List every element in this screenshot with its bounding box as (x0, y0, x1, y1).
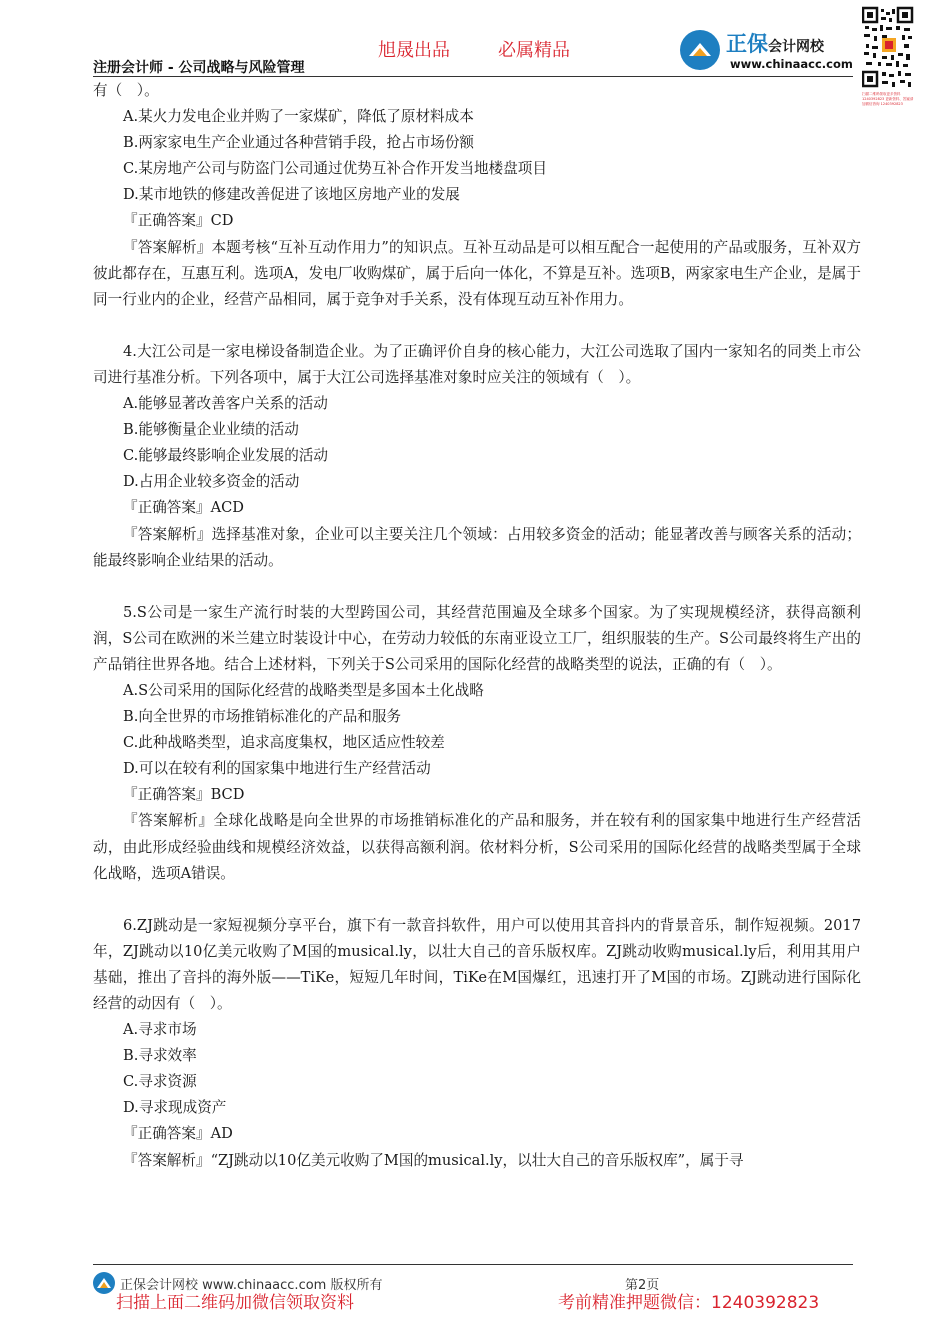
chinaacc-logo (680, 28, 860, 76)
q6-option-c: C.寻求资源 (123, 1073, 197, 1091)
footer-logo-icon (93, 1272, 115, 1294)
footer-copyright: 正保会计网校 www.chinaacc.com 版权所有 (120, 1278, 383, 1293)
header-divider (93, 76, 853, 77)
header-slogan-left: 旭晟出品 (378, 40, 450, 61)
header-subject: 注册会计师 - 公司战略与风险管理 (93, 60, 305, 76)
q4-analysis: 『答案解析』选择基准对象，企业可以主要关注几个领域：占用较多资金的活动；能显著改善与顾客关系的活动；能最终影响企业结果的活动。 (93, 525, 861, 569)
q4-option-a: A.能够显著改善客户关系的活动 (123, 395, 328, 413)
footer-page-number: 第2页 (625, 1278, 660, 1293)
q6-option-a: A.寻求市场 (123, 1021, 197, 1039)
q4-option-b: B.能够衡量企业业绩的活动 (123, 421, 299, 439)
qr-caption: 扫描二维码领取更多资料 1240392823 更新资料、答疑请加微信咨询 1240392823 (862, 92, 914, 106)
logo-emblem-icon (680, 30, 720, 70)
q3-option-b: B.两家家电生产企业通过各种营销手段，抢占市场份额 (123, 134, 475, 152)
q6-stem: 6.ZJ跳动是一家短视频分享平台，旗下有一款音抖软件，用户可以使用其音抖内的背景音乐，制作短视频。2017年，ZJ跳动以10亿美元收购了M国的musical.ly，以壮大自己的音乐版权库。ZJ跳动收购musical.ly后，利用其用户基础，推出了音抖的海外版——TiKe，短短几年时间，TiKe在M国爆红，迅速打开了M国的市场。ZJ跳动进行国际化经营的动因有（ ）。 (93, 916, 861, 1012)
logo-url: www.chinaacc.com (730, 57, 853, 71)
q3-answer: 『正确答案』CD (123, 212, 234, 230)
q3-option-c: C.某房地产公司与防盗门公司通过优势互补合作开发当地楼盘项目 (123, 160, 547, 178)
q6-option-b: B.寻求效率 (123, 1047, 197, 1065)
q5-option-b: B.向全世界的市场推销标准化的产品和服务 (123, 708, 402, 726)
q5-answer: 『正确答案』BCD (123, 786, 245, 804)
spacer (93, 313, 861, 339)
header-slogan-right: 必属精品 (498, 40, 570, 61)
q5-option-c: C.此种战略类型，追求高度集权，地区适应性较差 (123, 734, 445, 752)
q4-option-d: D.占用企业较多资金的活动 (123, 473, 300, 491)
q6-answer: 『正确答案』AD (123, 1125, 233, 1143)
q5-option-a: A.S公司采用的国际化经营的战略类型是多国本土化战略 (123, 681, 484, 699)
spacer (93, 887, 861, 913)
q3-option-a: A.某火力发电企业并购了一家煤矿，降低了原材料成本 (123, 108, 474, 126)
footer-promo-left: 扫描上面二维码加微信领取资料 (116, 1293, 354, 1313)
q5-analysis: 『答案解析』全球化战略是向全世界的市场推销标准化的产品和服务，并在较有利的国家集中地进行生产经营活动，由此形成经验曲线和规模经济效益，以获得高额利润。依材料分析，S公司采用的国际化经营的战略类型属于全球化战略，选项A错误。 (93, 812, 861, 882)
q4-answer: 『正确答案』ACD (123, 499, 244, 517)
footer-promo-right: 考前精准押题微信：1240392823 (558, 1293, 820, 1313)
q6-analysis: 『答案解析』“ZJ跳动以10亿美元收购了M国的musical.ly，以壮大自己的音乐版权库”，属于寻 (123, 1151, 744, 1169)
q5-option-d: D.可以在较有利的国家集中地进行生产经营活动 (123, 760, 431, 778)
q5-stem: 5.S公司是一家生产流行时装的大型跨国公司，其经营范围遍及全球多个国家。为了实现规模经济，获得高额利润，S公司在欧洲的米兰建立时装设计中心，在劳动力较低的东南亚设立工厂，组织服装的生产。S公司最终将生产出的产品销往世界各地。结合上述材料，下列关于S公司采用的国际化经营的战略类型的说法，正确的有（ ）。 (93, 603, 861, 673)
q4-option-c: C.能够最终影响企业发展的活动 (123, 447, 329, 465)
logo-brand: 正保会计网校 (726, 32, 824, 56)
q6-option-d: D.寻求现成资产 (123, 1099, 227, 1117)
footer-divider (93, 1264, 853, 1265)
exam-content (93, 78, 861, 1174)
q3-option-d: D.某市地铁的修建改善促进了该地区房地产业的发展 (123, 186, 460, 204)
spacer (93, 574, 861, 600)
q3-stem-tail: 有（ ）。 (93, 82, 159, 99)
qr-code-icon (862, 6, 914, 90)
q4-stem: 4.大江公司是一家电梯设备制造企业。为了正确评价自身的核心能力，大江公司选取了国内一家知名的同类上市公司进行基准分析。下列各项中，属于大江公司选择基准对象时应关注的领域有（ ）。 (93, 342, 861, 386)
q3-analysis: 『答案解析』本题考核“互补互动作用力”的知识点。互补互动品是可以相互配合一起使用的产品或服务，互补双方彼此都存在，互惠互利。选项A，发电厂收购煤矿，属于后向一体化，不算是互补。选项B，两家家电生产企业，是属于同一行业内的企业，经营产品相同，属于竞争对手关系，没有体现互动互补作用力。 (93, 238, 861, 308)
